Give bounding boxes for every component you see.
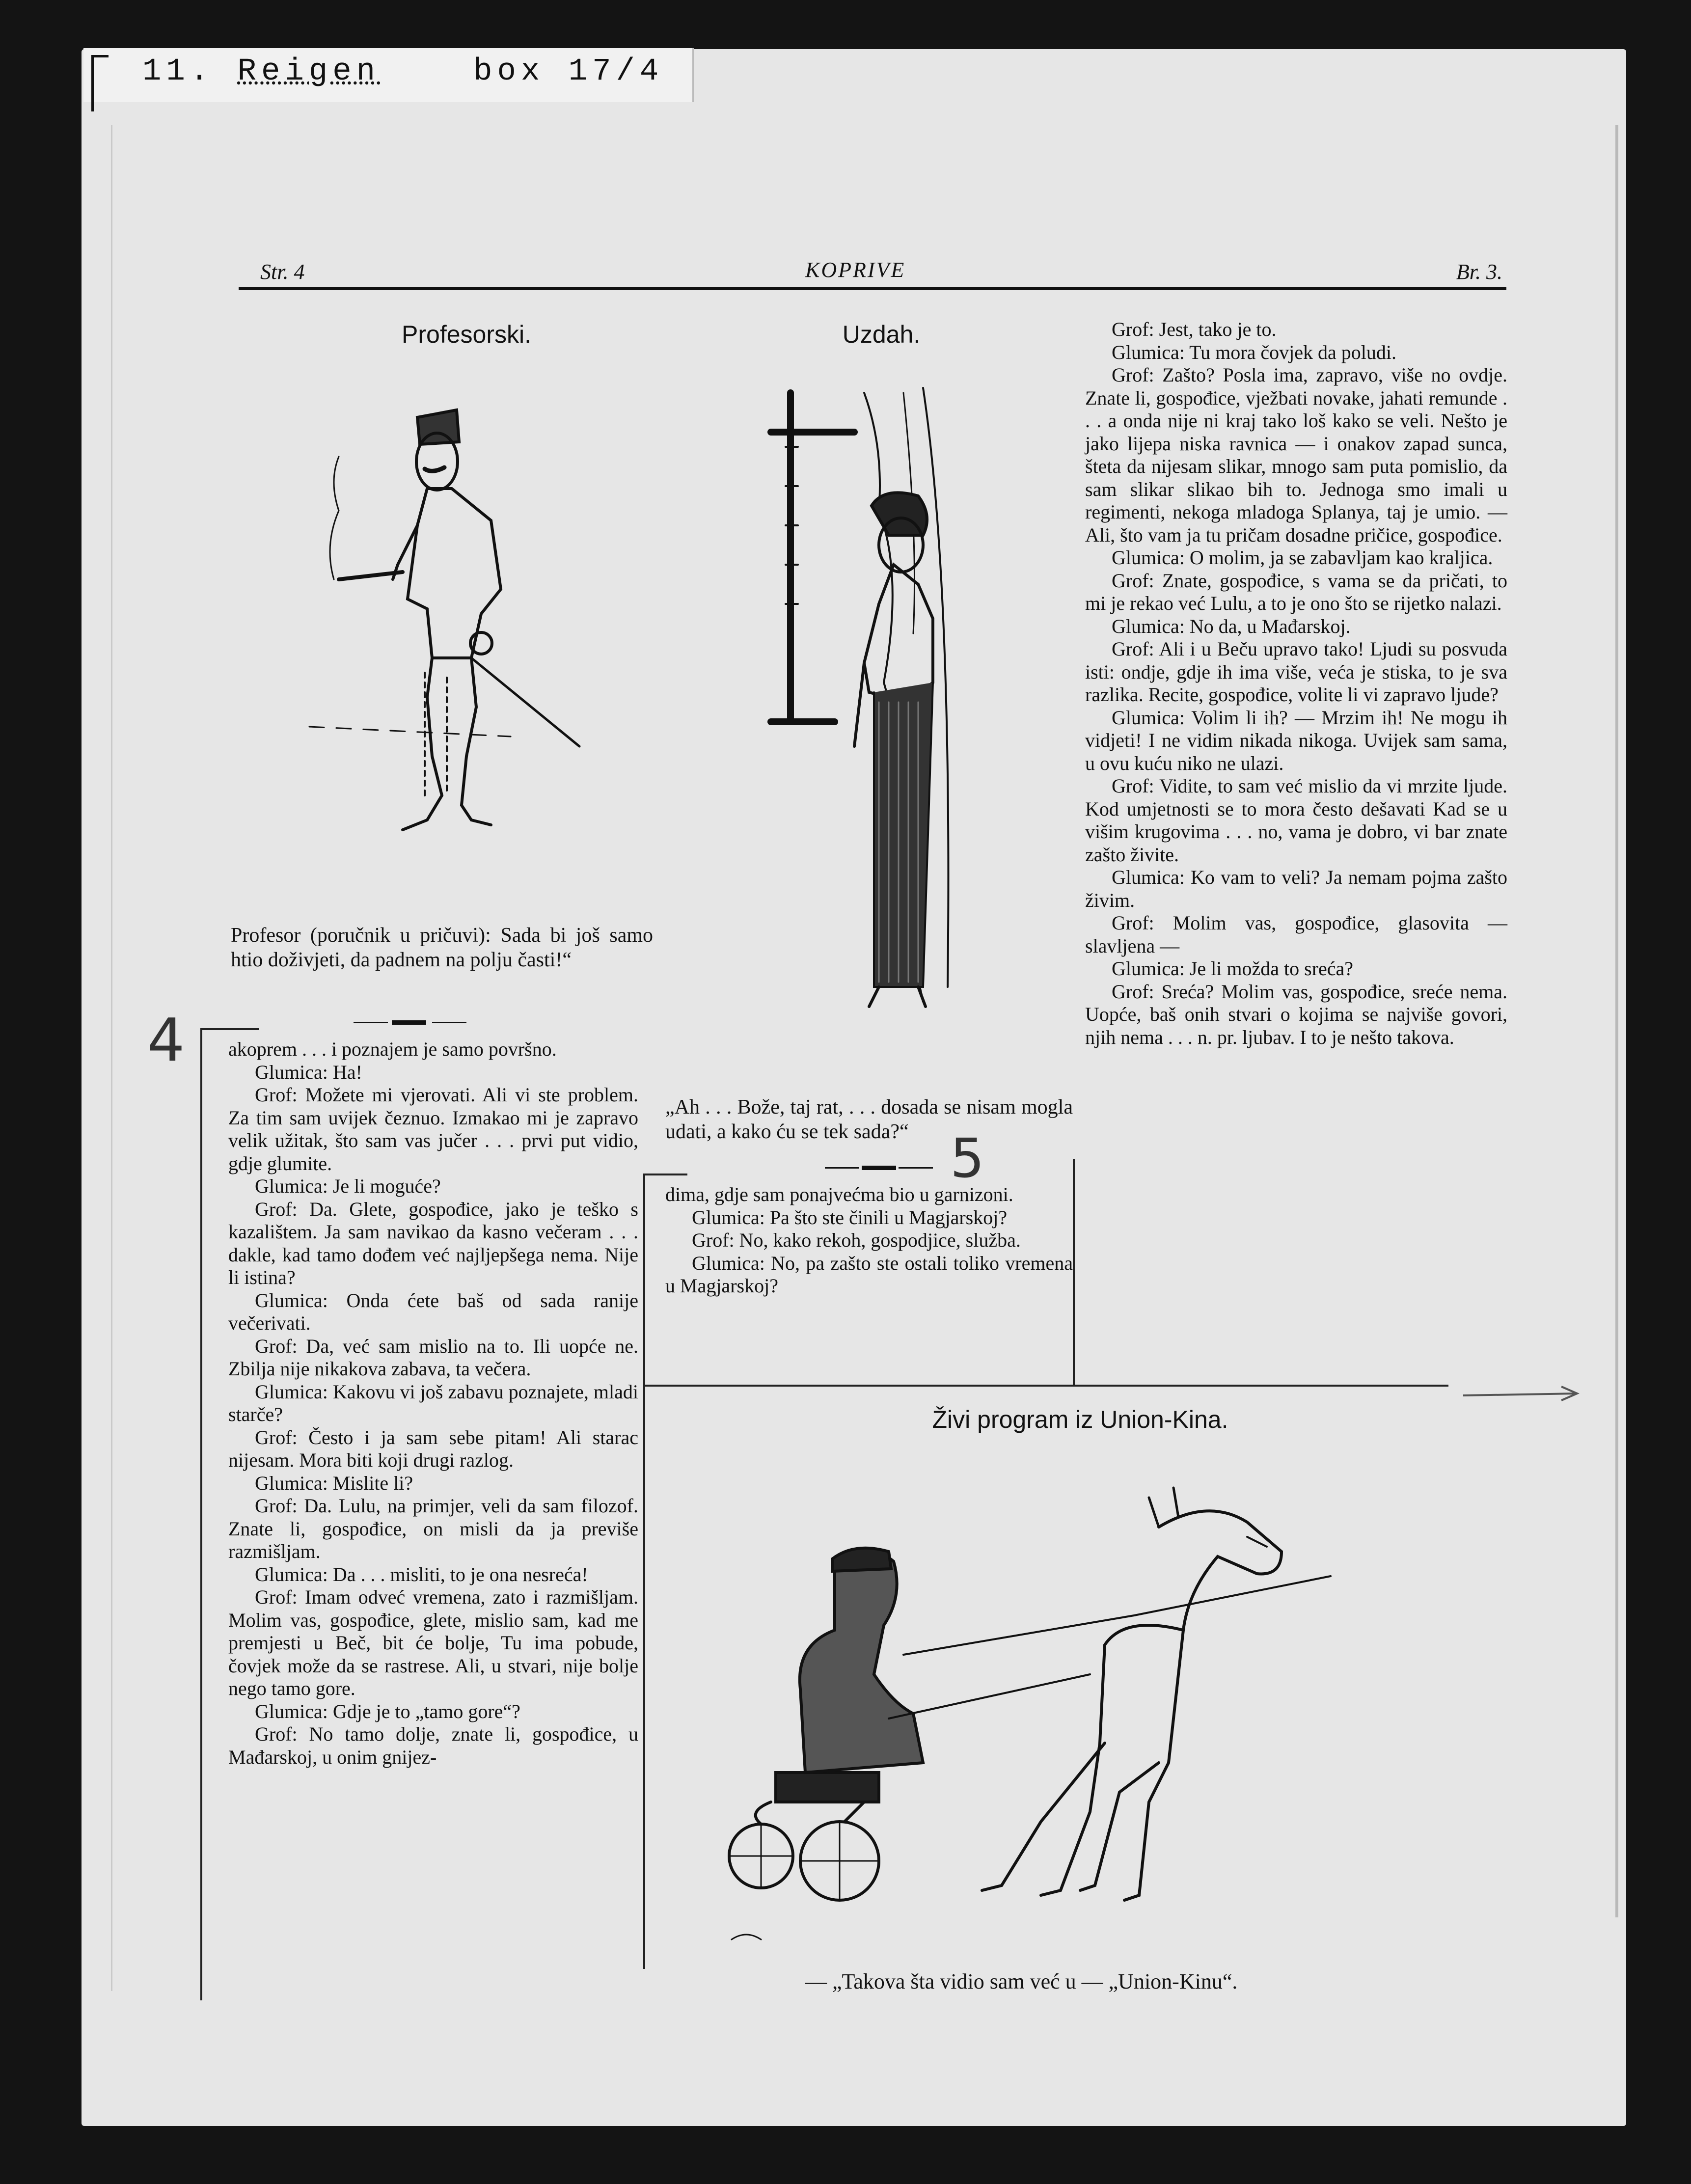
paragraph: Grof: No tamo dolje, znate li, gospođice, u Mađarskoj, u onim gnijez- bbox=[228, 1723, 638, 1768]
paragraph: Glumica: Volim li ih? — Mrzim ih! Ne mogu ih vidjeti! I ne vidim nikada nikoga. Uvijek sam sama, u ovu kuću niko ne ulazi. bbox=[1085, 706, 1507, 774]
pencil-mark-middle: 5 bbox=[950, 1127, 984, 1190]
column-rule bbox=[643, 1174, 687, 1175]
cartoon-title-kino: Živi program iz Union-Kina. bbox=[932, 1406, 1228, 1433]
newspaper-title: KOPRIVE bbox=[805, 258, 906, 282]
paragraph: Grof: Ali i u Beču upravo tako! Ljudi su posvuda isti: ondje, gdje ih ima više, veća je stiska, to je sva razlika. Recite, gospođice, volite li vi zapravo ljude? bbox=[1085, 638, 1507, 706]
woman-cartoon bbox=[756, 388, 1011, 1051]
cartoon-title-profesorski: Profesorski. bbox=[402, 321, 531, 348]
paragraph: Glumica: Ko vam to veli? Ja nemam pojma zašto živim. bbox=[1085, 866, 1507, 911]
paragraph: Glumica: Kakovu vi još zabavu poznajete, mladi starče? bbox=[228, 1380, 638, 1425]
text-column-1 bbox=[228, 1038, 638, 1769]
column-rule bbox=[1073, 1159, 1075, 1385]
officer-cartoon bbox=[285, 383, 628, 899]
text-column-3 bbox=[1085, 318, 1507, 1049]
paragraph: Grof: Znate, gospođice, s vama se da pričati, to mi je rekao već Lulu, a to je ono što se rijetko nalazi. bbox=[1085, 569, 1507, 614]
column-rule bbox=[200, 1028, 259, 1030]
pencil-mark-left: 4 bbox=[147, 1007, 185, 1075]
paragraph: Grof: Često i ja sam sebe pitam! Ali starac nijesam. Mora biti koji drugi razlog. bbox=[228, 1426, 638, 1471]
paragraph: Grof: Da. Lulu, na primjer, veli da sam filozof. Znate li, gospođice, on misli da ja previše razmišljam. bbox=[228, 1495, 638, 1562]
separator bbox=[825, 1167, 859, 1169]
paragraph: Glumica: Mislite li? bbox=[255, 1472, 413, 1494]
archive-title: Reigen bbox=[237, 54, 381, 89]
paragraph: Glumica: Pa što ste činili u Magjarskoj? bbox=[692, 1206, 1008, 1228]
paragraph: Glumica: Je li moguće? bbox=[255, 1175, 441, 1197]
paragraph: Grof: Molim vas, gospođice, glasovita — slavljena — bbox=[1085, 912, 1507, 957]
horse-cart-cartoon bbox=[717, 1468, 1502, 1959]
column-rule bbox=[643, 1174, 645, 1969]
page-gutter bbox=[82, 125, 112, 1991]
paragraph: Glumica: Tu mora čovjek da poludi. bbox=[1112, 341, 1396, 363]
paragraph: Grof: Jest, tako je to. bbox=[1112, 318, 1277, 340]
paragraph: Grof: Sreća? Molim vas, gospođice, sreće nema. Uopće, baš onih stvari o kojima se najviše govori, njih nema . . . n. pr. ljubav. I to je nešto takova. bbox=[1085, 980, 1507, 1048]
paragraph: Glumica: Gdje je to „tamo gore“? bbox=[255, 1700, 520, 1722]
paragraph: dima, gdje sam ponajvećma bio u garnizoni. bbox=[665, 1183, 1013, 1205]
paragraph: Glumica: Je li možda to sreća? bbox=[1112, 957, 1354, 980]
header-rule bbox=[239, 287, 1506, 290]
separator bbox=[862, 1166, 896, 1170]
page-number: Str. 4 bbox=[260, 260, 305, 284]
paragraph: akoprem . . . i poznajem je samo površno. bbox=[228, 1038, 557, 1060]
column-rule bbox=[200, 1028, 202, 2000]
paragraph: Glumica: O molim, ja se zabavljam kao kraljica. bbox=[1112, 546, 1493, 569]
column-rule bbox=[643, 1385, 1075, 1387]
cartoon-title-uzdah: Uzdah. bbox=[842, 321, 921, 348]
paragraph: Glumica: No da, u Mađarskoj. bbox=[1112, 615, 1351, 637]
separator bbox=[392, 1020, 426, 1025]
cartoon-caption-profesorski: Profesor (poručnik u pričuvi): Sada bi još samo htio doživjeti, da padnem na polju časti!“ bbox=[231, 924, 653, 971]
paragraph: Glumica: No, pa zašto ste ostali toliko vremena u Magjarskoj? bbox=[665, 1252, 1073, 1297]
separator bbox=[354, 1022, 388, 1023]
paragraph: Grof: Imam odveć vremena, zato i razmišljam. Molim vas, gospođice, glete, mislio sam, kad me premjesti u Beč, bit će bolje, Tu ima pobude, čovjek može da se rastrese. Ali, u stvari, nije bolje nego tamo gore. bbox=[228, 1586, 638, 1699]
paragraph: Grof: Vidite, to sam već mislio da vi mrzite ljude. Kod umjetnosti se to mora često dešavati Kad se u višim krugovima . . . no, vama je dobro, vi bar znate zašto živite. bbox=[1085, 775, 1507, 866]
paragraph: Grof: Možete mi vjerovati. Ali vi ste problem. Za tim sam uvijek čeznuo. Izmakao mi je zapravo velik užitak, što sam vas jučer . . . prvi put vidio, gdje glumite. bbox=[228, 1084, 638, 1174]
page-header bbox=[255, 255, 1507, 285]
paragraph: Grof: Da. Glete, gospođice, jako je teško s kazalištem. Ja sam navikao da kasno večeram . . . dakle, kad tamo dođem već najljepšega nema. Nije li istina? bbox=[228, 1198, 638, 1288]
issue-number: Br. 3. bbox=[1456, 260, 1502, 284]
archive-number: 11. bbox=[142, 54, 214, 89]
paragraph: Grof: Da, već sam mislio na to. Ili uopće ne. Zbilja nije nikakova zabava, ta večera. bbox=[228, 1335, 638, 1380]
paragraph: Glumica: Ha! bbox=[255, 1061, 362, 1083]
separator bbox=[432, 1022, 466, 1023]
cartoon-caption-kino: — „Takova šta vidio sam već u — „Union-Kinu“. bbox=[805, 1969, 1238, 1993]
text-column-2 bbox=[665, 1183, 1073, 1298]
paragraph: Grof: Zašto? Posla ima, zapravo, više no ovdje. Znate li, gospođice, vježbati novake, jahati remunde . . . a onda nije ni kraj tako loš kako se veli. Nešto je jako lijepa niska ravnica — i onakov zapad sunca, šteta da nijesam slikar, mnogo sam puta pomislio, da sam slikar slikao bih to. Jednoga smo imali u regimenti, nekoga mladoga Splanya, taj je umio. — Ali, što vam ja tu pričam dosadne pričice, gospođice. bbox=[1085, 364, 1507, 546]
cartoon-caption-uzdah: „Ah . . . Bože, taj rat, . . . dosada se nisam mogla udati, a kako ću se tek sada?“ bbox=[665, 1096, 1073, 1143]
paragraph: Glumica: Da . . . misliti, to je ona nesreća! bbox=[255, 1563, 588, 1585]
archive-box: box 17/4 bbox=[473, 54, 664, 89]
pencil-arrow bbox=[1463, 1385, 1586, 1404]
corner-mark bbox=[91, 55, 109, 111]
paragraph: Glumica: Onda ćete baš od sada ranije večerivati. bbox=[228, 1289, 638, 1334]
paragraph: Grof: No, kako rekoh, gospodjice, služba. bbox=[692, 1229, 1021, 1251]
page-edge bbox=[1615, 125, 1618, 1917]
archive-label bbox=[142, 54, 663, 89]
column-rule bbox=[1073, 1385, 1448, 1387]
separator bbox=[899, 1167, 933, 1169]
